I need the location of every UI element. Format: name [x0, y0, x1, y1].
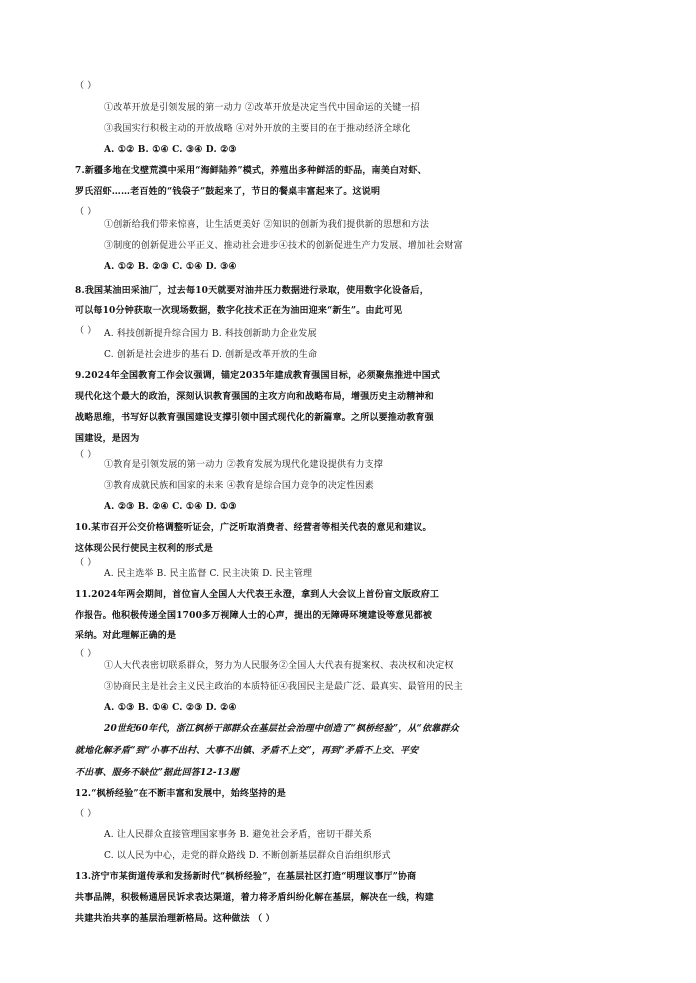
choice-line: C. 以人民为中心，走党的群众路线 D. 不断创新基层群众自治组织形式 [104, 851, 391, 861]
material-text: 20世纪60年代，浙江枫桥干部群众在基层社会治理中创造了“枫桥经验”，从“依靠群众 [104, 724, 459, 734]
choice-line: C. 创新是社会进步的基石 D. 创新是改革开放的生命 [104, 350, 318, 360]
option-line: ①改革开放是引领发展的第一动力 ②改革开放是决定当代中国命运的关键一招 [104, 103, 420, 113]
option-line: ③制度的创新促进公平正义、推动社会进步④技术的创新促进生产力发展、增加社会财富 [104, 241, 463, 251]
question-text: 国建设，是因为 [75, 434, 140, 444]
option-line: ③教育成就民族和国家的未来 ④教育是综合国力竞争的决定性因素 [104, 481, 374, 491]
choice-line: A. ①② B. ①④ C. ③④ D. ②③ [104, 145, 237, 155]
option-line: ③我国实行积极主动的开放战略 ④对外开放的主要目的在于推动经济全球化 [104, 124, 411, 134]
option-line: ①创新给我们带来惊喜，让生活更美好 ②知识的创新为我们提供新的思想和方法 [104, 220, 430, 230]
answer-bracket: （ ） [75, 207, 97, 217]
question-13: 13.济宁市某街道传承和发扬新时代“枫桥经验”，在基层社区打造“明理议事厅”协商 [75, 872, 417, 882]
answer-bracket: （ ） [75, 649, 97, 659]
question-10: 10.某市召开公交价格调整听证会，广泛听取消费者、经营者等相关代表的意见和建议。 [75, 523, 432, 533]
choice-line: A. 科技创新提升综合国力 B. 科技创新助力企业发展 [104, 329, 317, 339]
material-text: 就地化解矛盾”到“小事不出村、大事不出镇、矛盾不上交”，再到“矛盾不上交、平安 [75, 746, 419, 756]
answer-bracket: （ ） [75, 809, 97, 819]
question-text: 可以每10分钟获取一次现场数据，数字化技术正在为油田迎来“新生”。由此可见 [75, 306, 403, 316]
option-line: ①人大代表密切联系群众，努力为人民服务②全国人大代表有提案权、表决权和决定权 [104, 661, 454, 671]
question-11: 11.2024年两会期间，首位盲人全国人大代表王永澄，拿到人大会议上首份盲文版政府工 [75, 590, 440, 600]
question-text: 这体现公民行使民主权利的形式是 [75, 544, 214, 554]
question-text: 共建共治共享的基层治理新格局。这种做法 （ ） [75, 914, 275, 924]
question-text: 战略思维，书写好以教育强国建设支撑引领中国式现代化的新篇章。之所以要推动教育强 [75, 413, 434, 423]
question-text: 共事品牌，积极畅通居民诉求表达渠道，着力将矛盾纠纷化解在基层，解决在一线，构建 [75, 893, 434, 903]
option-line: ①教育是引领发展的第一动力 ②教育发展为现代化建设提供有力支撑 [104, 460, 384, 470]
question-text: 采纳。对此理解正确的是 [75, 631, 177, 641]
choice-line: A. ①② B. ②③ C. ①④ D. ③④ [104, 262, 237, 272]
choice-line: A. 民主选举 B. 民主监督 C. 民主决策 D. 民主管理 [104, 569, 313, 579]
question-8: 8.我国某油田采油厂，过去每10天就要对油井压力数据进行录取，使用数字化设备后， [75, 286, 429, 296]
answer-bracket: （ ） [75, 450, 97, 460]
option-line: ③协商民主是社会主义民主政治的本质特征④我国民主是最广泛、最真实、最管用的民主 [104, 682, 463, 692]
answer-bracket: （ ） [75, 81, 97, 91]
answer-bracket: （ ） [75, 326, 97, 336]
choice-line: A. ①③ B. ①④ C. ②③ D. ②④ [104, 703, 237, 713]
question-7: 7.新疆多地在戈壁荒漠中采用“海鲜陆养”模式，养殖出多种鲜活的虾品，南美白对虾、 [75, 166, 427, 176]
question-text: 罗氏沼虾……老百姓的“钱袋子”鼓起来了，节日的餐桌丰富起来了。这说明 [75, 187, 381, 197]
question-text: 现代化这个最大的政治，深刻认识教育强国的主攻方向和战略布局，增强历史主动精神和 [75, 392, 434, 402]
choice-line: A. ②③ B. ②④ C. ①④ D. ①③ [104, 502, 237, 512]
material-text: 不出事、服务不缺位”据此回答12-13题 [75, 768, 239, 778]
question-12: 12.“枫桥经验”在不断丰富和发展中，始终坚持的是 [75, 789, 287, 799]
question-text: 作报告。他积极传递全国1700多万视障人士的心声，提出的无障碍环境建设等意见都被 [75, 611, 433, 621]
answer-bracket: （ ） [75, 558, 97, 568]
question-9: 9.2024年全国教育工作会议强调，锚定2035年建成教育强国目标，必须聚焦推进中国式 [75, 371, 441, 381]
choice-line: A. 让人民群众直接管理国家事务 B. 避免社会矛盾，密切干群关系 [104, 830, 373, 840]
